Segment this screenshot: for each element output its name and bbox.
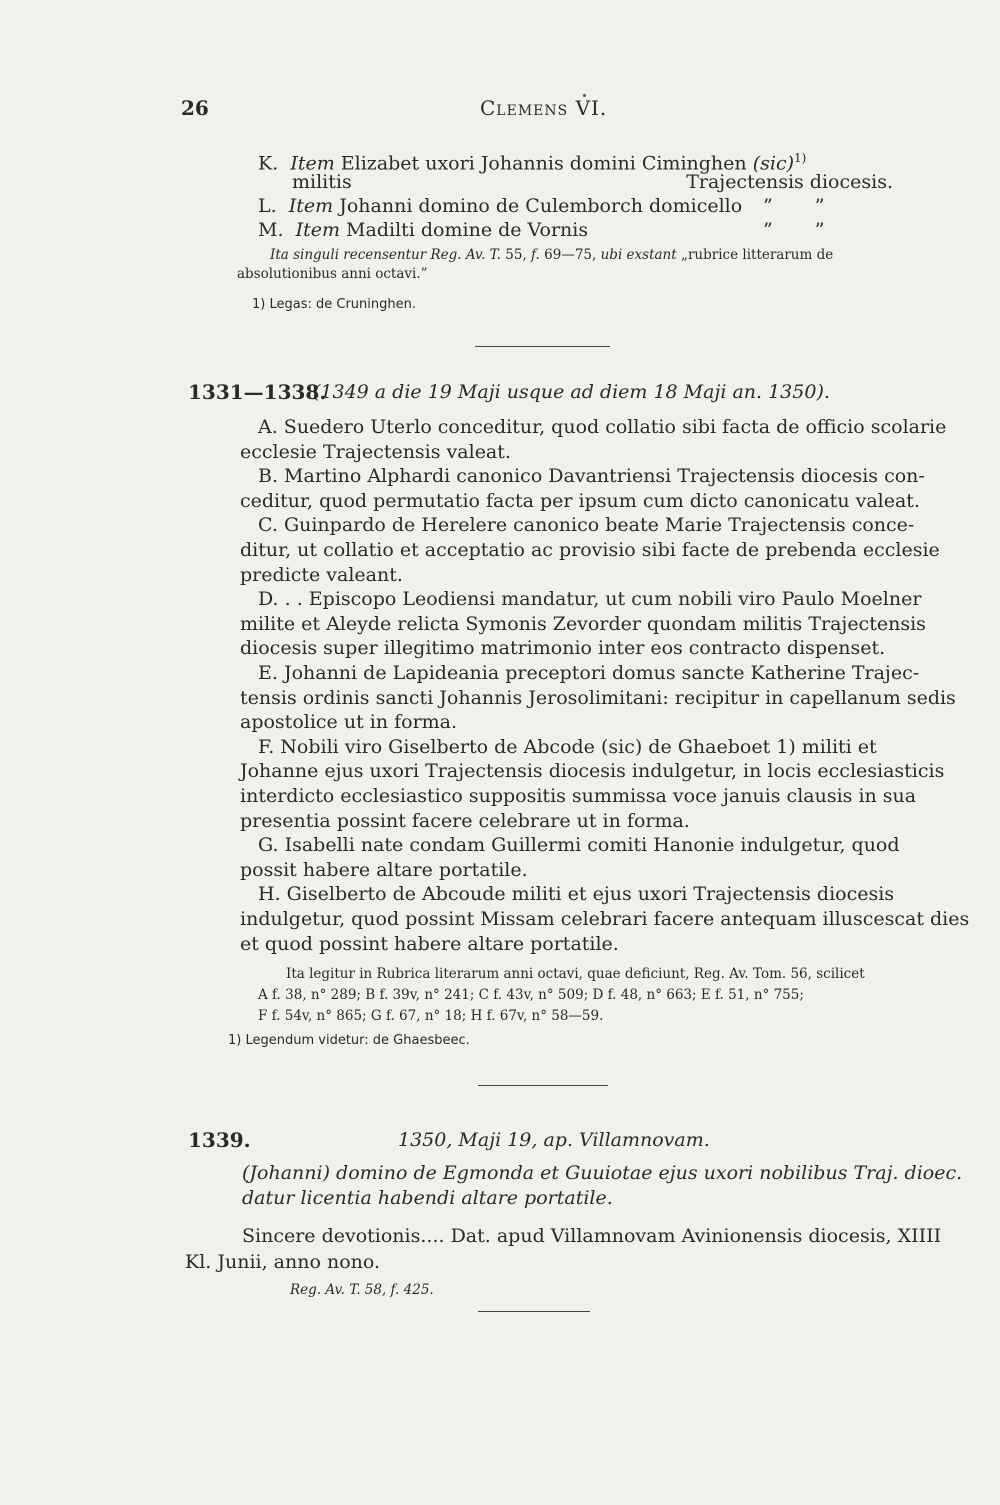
body-line: G. Isabelli nate condam Guillermi comiti Hanonie indulgetur, quod (258, 834, 900, 857)
section-number-1331: 1331—1338. (188, 380, 327, 404)
body-line: presentia possint facere celebrare ut in forma. (240, 809, 690, 832)
reference-note-line: A f. 38, n° 289; B f. 39v, n° 241; C f. 43v, n° 509; D f. 48, n° 663; E f. 51, n° 755; (258, 987, 804, 1003)
reference-note-line: F f. 54v, n° 865; G f. 67, n° 18; H f. 67v, n° 58—59. (258, 1008, 604, 1024)
summary-line: (Johanni) domino de Egmonda et Guuiotae ejus uxori nobilibus Traj. dioec. (242, 1162, 963, 1184)
note-k-line2: absolutionibus anni octavi.” (237, 266, 428, 282)
body-line: interdicto ecclesiastico suppositis summissa voce januis clausis in sua (240, 785, 917, 807)
entry-m: M. Item Madilti domine de Vornis (258, 219, 589, 241)
body-line: diocesis super illegitimo matrimonio inter eos contracto dispenset. (240, 637, 886, 660)
text-line: Sincere devotionis.... Dat. apud Villamnovam Avinionensis diocesis, XIIII (242, 1225, 942, 1247)
entry-m-ditto: ” ” (763, 219, 825, 241)
footnote-1: 1) Legas: de Cruninghen. (252, 297, 416, 312)
body-line: Johanne ejus uxori Trajectensis diocesis indulgetur, in locis ecclesiasticis (240, 760, 945, 783)
footnote-2: 1) Legendum videtur: de Ghaesbeec. (228, 1033, 470, 1048)
section-date-1339: 1350, Maji 19, ap. Villamnovam. (398, 1129, 710, 1151)
body-line: D. . . Episcopo Leodiensi mandatur, ut cum nobili viro Paulo Moelner (258, 588, 922, 611)
entry-l-ditto: ” ” (763, 195, 825, 217)
body-line: ecclesie Trajectensis valeat. (240, 440, 511, 463)
running-title: Clemens VI. (480, 96, 608, 120)
body-line: predicte valeant. (240, 563, 403, 586)
separator-2 (478, 1085, 608, 1086)
entry-k-line2-right: Trajectensis diocesis. (686, 171, 893, 193)
section-date-1331: (1349 a die 19 Maji usque ad diem 18 Maji an. 1350). (313, 381, 830, 403)
body-line: possit habere altare portatile. (240, 858, 528, 881)
note-k-line1: Ita singuli recensentur Reg. Av. T. 55, f. 69—75, ubi exstant „rubrice litterarum de (270, 247, 834, 263)
body-line: apostolice ut in forma. (240, 711, 458, 734)
reference-note-line: Ita legitur in Rubrica literarum anni octavi, quae deficiunt, Reg. Av. Tom. 56, scilicet (286, 966, 865, 982)
body-line: E. Johanni de Lapideania preceptori domus sancte Katherine Trajec- (258, 662, 920, 684)
body-line: ceditur, quod permutatio facta per ipsum cum dicto canonicatu valeat. (240, 489, 920, 512)
body-line: tensis ordinis sancti Johannis Jerosolimitani: recipitur in capellanum sedis (240, 686, 956, 709)
text-line: Kl. Junii, anno nono. (185, 1251, 381, 1273)
body-line: F. Nobili viro Giselberto de Abcode (sic) de Ghaeboet 1) militi et (258, 735, 877, 758)
body-line: C. Guinpardo de Herelere canonico beate Marie Trajectensis conce- (258, 514, 915, 537)
body-line: milite et Aleyde relicta Symonis Zevorder quondam militis Trajectensis (240, 612, 926, 635)
separator-3 (478, 1311, 590, 1312)
entry-k-line2-left: militis (292, 171, 352, 193)
body-line: ditur, ut collatio et acceptatio ac provisio sibi facte de prebenda ecclesie (240, 539, 940, 561)
section-number-1339: 1339. (188, 1128, 251, 1152)
entry-l: L. Item Johanni domino de Culemborch domicello (258, 195, 743, 217)
body-line: B. Martino Alphardi canonico Davantriensi Trajectensis diocesis con- (258, 465, 925, 488)
entry-k-line1: K. Item Elizabet uxori Johannis domini Ciminghen (sic)$^{1)}$ (258, 151, 807, 175)
body-line: et quod possint habere altare portatile. (240, 932, 619, 955)
body-line: indulgetur, quod possint Missam celebrari facere antequam illuscescat dies (240, 908, 970, 930)
summary-line: datur licentia habendi altare portatile. (242, 1187, 613, 1209)
body-line: A. Suedero Uterlo conceditur, quod collatio sibi facta de officio scolarie (258, 416, 947, 438)
separator-1 (475, 346, 610, 347)
section-1339-ref: Reg. Av. T. 58, f. 425. (290, 1282, 434, 1298)
page-number: 26 (181, 96, 209, 120)
body-line: H. Giselberto de Abcoude militi et ejus uxori Trajectensis diocesis (258, 883, 895, 906)
